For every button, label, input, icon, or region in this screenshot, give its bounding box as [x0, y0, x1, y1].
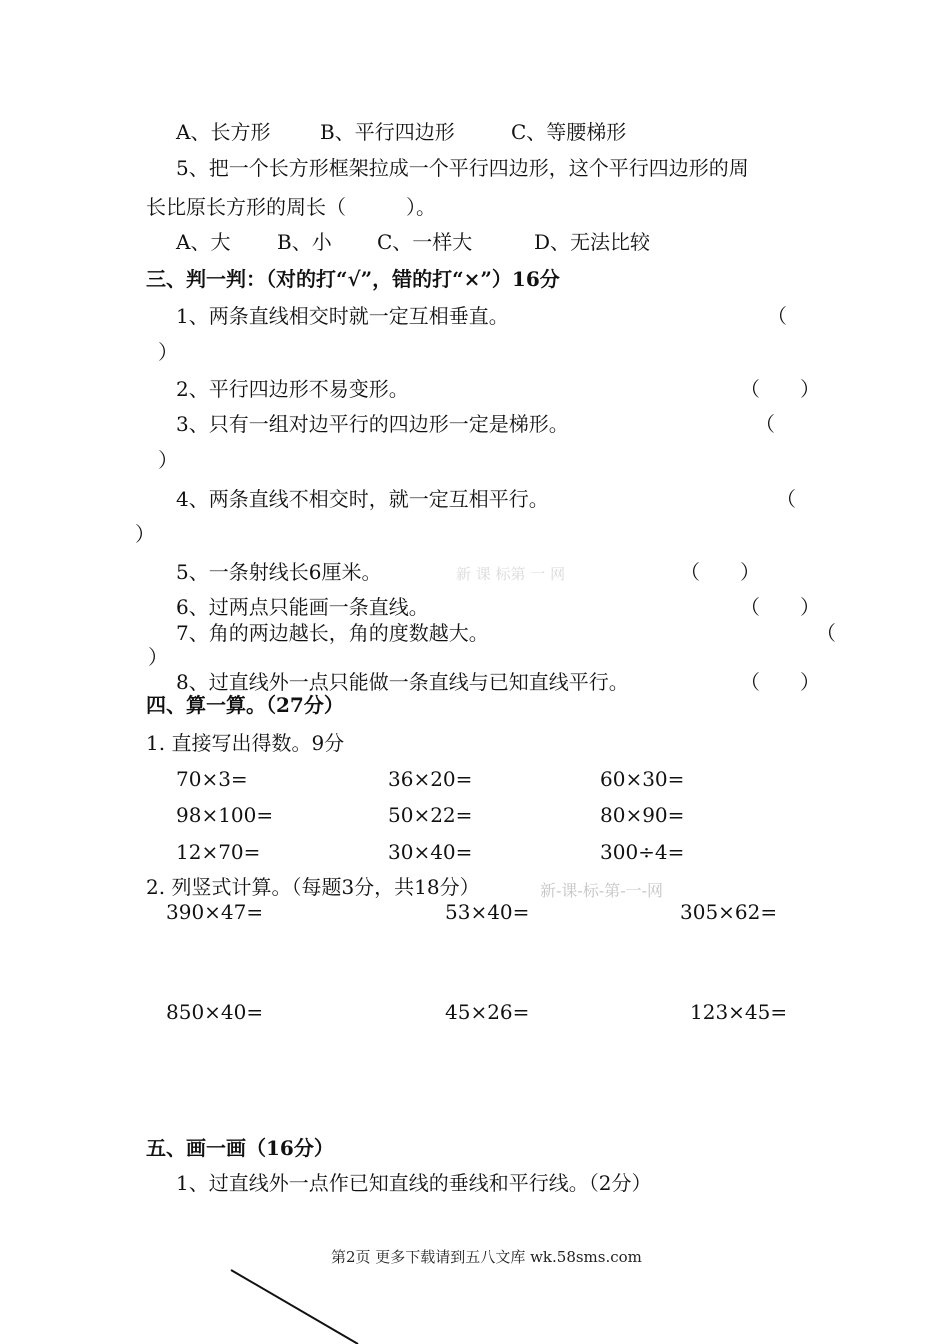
calc-cell: 30×40=: [388, 840, 473, 864]
judge-item-2: 2、平行四边形不易变形。: [176, 377, 409, 401]
calc-cell: 70×3=: [176, 767, 248, 791]
faint-watermark-1: 新 课 标第 一 网: [456, 565, 566, 583]
q4-option-a: A、长方形: [176, 120, 271, 144]
section4-title: 四、算一算。（27分）: [146, 693, 344, 717]
section3-title: 三、判一判：（对的打“√”，错的打“×”）16分: [146, 267, 560, 291]
judge-item-3-close-paren: ）: [158, 448, 178, 472]
faint-watermark-2: 新-课-标-第-一-网: [540, 881, 664, 900]
calc-cell: 60×30=: [600, 767, 685, 791]
judge-item-6-answer: （ ）: [740, 595, 820, 619]
q5-text-line1: 5、把一个长方形框架拉成一个平行四边形，这个平行四边形的周: [176, 156, 749, 180]
q5-text-line2: 长比原长方形的周长（ ）。: [146, 195, 436, 219]
judge-item-3-open-paren: （: [755, 412, 775, 436]
calc-cell: 36×20=: [388, 767, 473, 791]
given-straight-line: [231, 1270, 358, 1344]
vertical-calc-cell: 123×45=: [690, 1000, 788, 1024]
judge-item-1: 1、两条直线相交时就一定互相垂直。: [176, 304, 509, 328]
q4-option-c: C、等腰梯形: [511, 120, 627, 144]
judge-item-2-answer: （ ）: [740, 377, 820, 401]
page-footer: 第2页 更多下载请到五八文库 wk.58sms.com: [331, 1248, 642, 1266]
section4-part2-title: 2. 列竖式计算。（每题3分，共18分）: [146, 875, 480, 899]
section5-item1: 1、过直线外一点作已知直线的垂线和平行线。（2分）: [176, 1171, 652, 1195]
vertical-calc-cell: 305×62=: [680, 900, 778, 924]
vertical-calc-cell: 850×40=: [166, 1000, 264, 1024]
judge-item-5: 5、一条射线长6厘米。: [176, 560, 382, 584]
judge-item-4-open-paren: （: [776, 487, 796, 511]
calc-cell: 98×100=: [176, 803, 274, 827]
vertical-calc-cell: 390×47=: [166, 900, 264, 924]
q5-option-c: C、一样大: [377, 230, 473, 254]
vertical-calc-cell: 45×26=: [445, 1000, 530, 1024]
judge-item-3: 3、只有一组对边平行的四边形一定是梯形。: [176, 412, 569, 436]
q5-option-b: B、小: [277, 230, 332, 254]
q5-option-d: D、无法比较: [534, 230, 651, 254]
q5-option-a: A、大: [176, 230, 231, 254]
calc-cell: 80×90=: [600, 803, 685, 827]
vertical-calc-cell: 53×40=: [445, 900, 530, 924]
judge-item-6: 6、过两点只能画一条直线。: [176, 595, 429, 619]
section4-part1-title: 1. 直接写出得数。9分: [146, 731, 345, 755]
judge-item-4: 4、两条直线不相交时，就一定互相平行。: [176, 487, 549, 511]
judge-item-8: 8、过直线外一点只能做一条直线与已知直线平行。: [176, 670, 629, 694]
judge-item-8-answer: （ ）: [740, 670, 820, 694]
calc-cell: 50×22=: [388, 803, 473, 827]
section5-title: 五、画一画（16分）: [146, 1136, 334, 1160]
calc-cell: 12×70=: [176, 840, 261, 864]
judge-item-1-open-paren: （: [767, 304, 787, 328]
judge-item-7: 7、角的两边越长，角的度数越大。: [176, 621, 489, 645]
q4-option-b: B、平行四边形: [320, 120, 455, 144]
judge-item-4-close-paren: ）: [135, 522, 155, 546]
judge-item-5-answer: （ ）: [680, 560, 760, 584]
calc-cell: 300÷4=: [600, 840, 685, 864]
judge-item-7-close-paren: ）: [148, 645, 168, 669]
judge-item-7-open-paren: （: [816, 621, 836, 645]
judge-item-1-close-paren: ）: [158, 340, 178, 364]
